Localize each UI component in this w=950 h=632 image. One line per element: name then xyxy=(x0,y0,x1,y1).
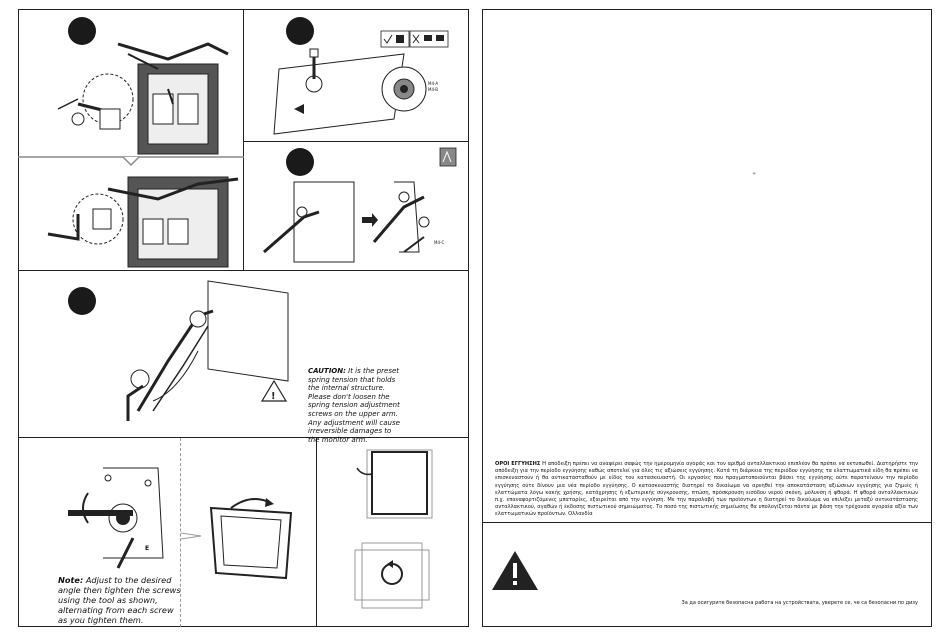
step-7-panel xyxy=(316,438,469,627)
step-6-illustration xyxy=(181,438,317,627)
screw-label: M4-B xyxy=(428,87,439,92)
step-5-panel xyxy=(18,438,180,627)
warning-divider xyxy=(482,522,932,523)
step-3-illustration xyxy=(244,142,469,271)
step-1-illustration xyxy=(18,9,244,271)
screw-label: M4-A xyxy=(428,81,439,86)
caution-text xyxy=(308,367,400,444)
step-1-panel xyxy=(18,9,244,271)
tool-label: E xyxy=(145,545,150,552)
step-2-panel xyxy=(244,9,469,142)
caution-body: It is the preset spring tension that holds the internal structure. Please don't loosen the spring tension adjustment screws on the upper arm. Any adjustment will cause irreversible damages to the monitor arm. xyxy=(308,367,400,444)
note-label: Note: xyxy=(58,575,84,585)
warranty-terms xyxy=(495,461,918,519)
screw-label: M4-C xyxy=(434,240,445,245)
right-page xyxy=(482,9,932,627)
step-2-illustration xyxy=(244,9,469,142)
step-7-illustration xyxy=(317,438,470,627)
warranty-body: Η απόδειξη πρέπει να αναφέρει σαφώς την ημερομηνία αγοράς και τον αριθμό ανταλλακτικού επιπλέον θα πρέπει να εκτυπωθεί. Διατηρήστε την απόδειξη για την περίοδο εγγύησης καθώς αποτελεί για όλες τις αξιώσεις εγγύησης. Κατά τη διάρκεια της περιόδου εγγύησης τα ελαττωματικά είδη θα πρέπει να επισκευαστούν ή θα αντικατασταθούν με είδος του κατασκευαστή. Οι εργασίες που πραγματοποιούνται βάσει της εγγύησης ούτε παρατείνουν την περίοδο εγγύησης ούτε δίνουν μια νέα περίοδο εγγύησης. Ο κατασκευαστής διατηρεί το δικαίωμα να αρνηθεί την αποκατάσταση αξιώσεων εγγύησης για ζημιές ή ελαττώματα λόγω κακής χρήσης, κατάχρησης ή εξωτερικής σύγκρουσης, πτώση, πρόσκρουση εισόδου νερού σκόνη, μόλυνση ή φθορά. Η φθορά ανταλλακτικών π.χ. επαναφορτιζόμενες μπαταρίες, εξαιρείται από την εγγύηση. Με την παραλαβή των προϊόντων η διατηρεί το δικαίωμα να επιλέξει μεταξύ αντικατάστασης ανταλλακτικού, αγαθών ή έκδοσης πιστωτικού σημειώματος. Το ποσό της πιστωτικής σημείωσης θα υπολογίζεται πάντα με βάση την τρέχουσα αγοραία αξία των ελαττωματικών προϊόντων. Ολλανδία xyxy=(495,461,918,518)
caution-label: CAUTION: xyxy=(308,367,346,375)
stray-mark: " xyxy=(753,172,756,179)
safety-footer: За да осигурите безопасна работа на устройствата, уверете се, че са безопасни по дизу xyxy=(681,600,918,606)
step-3-panel xyxy=(244,142,469,271)
step-4-panel xyxy=(18,271,469,444)
note-body: Adjust to the desired angle then tighten the screws using the tool as shown, alternating from each screw as you tighten them. xyxy=(58,575,181,625)
warranty-heading: ΟΡΟΙ ΕΓΓΥΗΣΗΣ xyxy=(495,461,541,467)
step-4-illustration xyxy=(18,271,469,438)
note-text xyxy=(58,575,183,625)
step-6-panel xyxy=(180,438,316,627)
svg-text:!: ! xyxy=(271,391,276,402)
